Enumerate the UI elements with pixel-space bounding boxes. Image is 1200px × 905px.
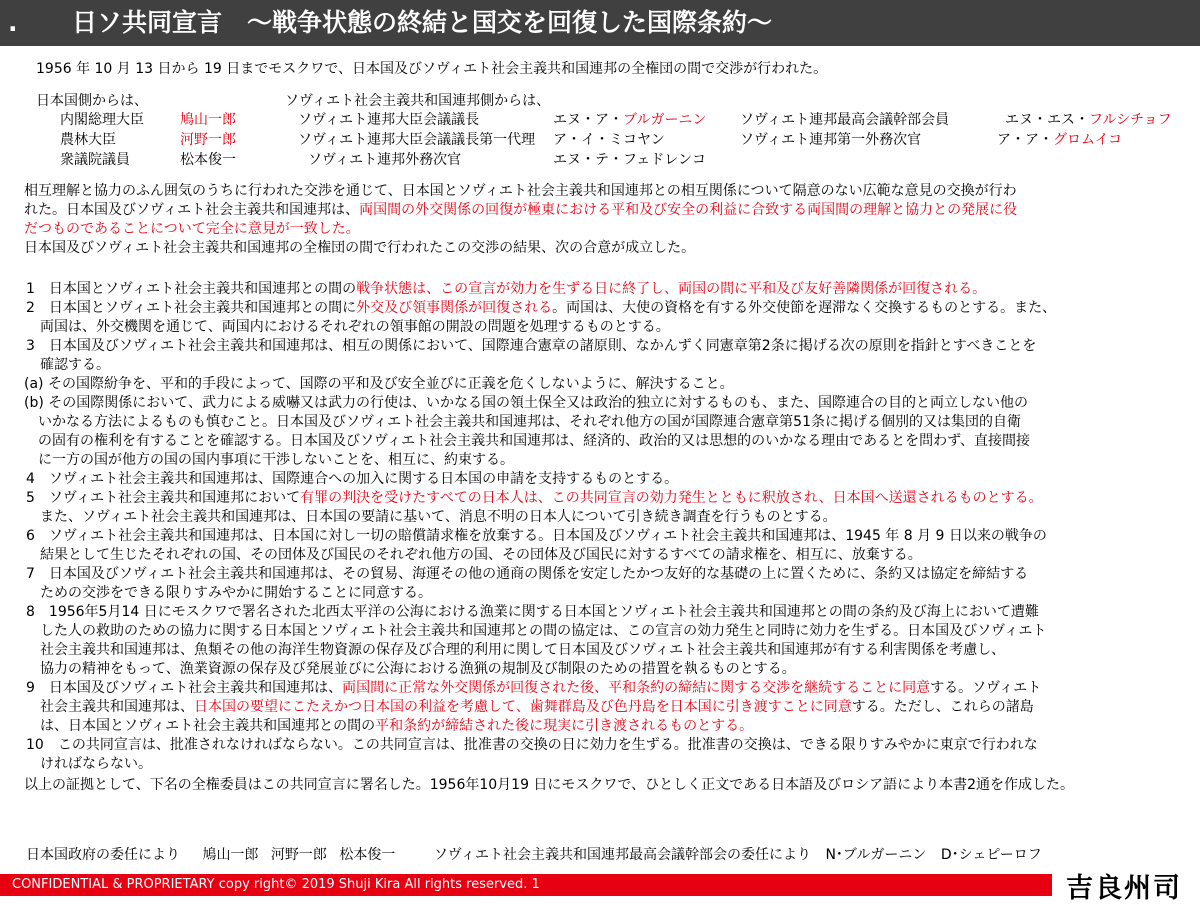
highlighted-text: 戦争状態は、この宣言が効力を生ずる日に終了し、両国の間に平和及び友好善隣関係が回復される。	[356, 281, 987, 297]
soviet-signer-1: N･ブルガーニン	[825, 847, 927, 863]
title-bullet: .	[8, 8, 18, 37]
body-text: 社会主義共和国連邦は、	[26, 699, 194, 715]
page-title: 日ソ共同宣言 ～戦争状態の終結と国交を回復した国際条約～	[72, 8, 773, 37]
soviet-role-5: ソヴィエト連邦第一外務次官	[740, 132, 922, 148]
body-line	[24, 451, 514, 469]
body-line	[26, 299, 1056, 317]
body-text: (a) その国際紛争を、平和的手段によって、国際の平和及び安全並びに正義を危くしないように、解決すること。	[24, 376, 734, 392]
body-line	[24, 375, 734, 393]
highlighted-text: 平和条約が締結された後に現実に引き渡されるものとする。	[375, 718, 754, 734]
japan-name-3: 松本俊一	[180, 152, 236, 168]
soviet-role-3: ソヴィエト連邦外務次官	[308, 152, 462, 168]
japan-signer-3: 松本俊一	[339, 847, 396, 863]
soviet-name-5: ア・ア・グロムイコ	[997, 132, 1123, 148]
soviet-role-2: ソヴィエト連邦大臣会議議長第一代理	[298, 132, 536, 148]
body-line	[24, 239, 695, 257]
body-text: 10 この共同宣言は、批准されなければならない。この共同宣言は、批准書の交換の日に効力を生ずる。批准書の交換は、できる限りすみやかに東京で行われな	[26, 737, 1038, 753]
body-line	[24, 220, 360, 238]
body-line	[26, 280, 986, 298]
body-line	[26, 717, 753, 735]
body-text: 日本国及びソヴィエト社会主義共和国連邦の全権団の間で行われたこの交渉の結果、次の合意が成立した。	[24, 240, 696, 256]
soviet-sign-label: ソヴィエト社会主義共和国連邦最高会議幹部会の委任により	[433, 847, 811, 863]
body-text: 7 日本国及びソヴィエト社会主義共和国連邦は、その貿易、海運その他の通商の関係を安定したかつ友好的な基礎の上に置くために、条約又は協定を締結する	[26, 566, 1029, 582]
body-text: 社会主義共和国連邦は、魚類その他の海洋生物資源の保存及び合理的利用に関して日本国及びソヴィエト社会主義共和国連邦が有する利害関係を考慮し、	[26, 642, 1006, 658]
body-line	[26, 508, 837, 526]
body-text: ければならない。	[26, 756, 152, 772]
body-text: 以上の証拠として、下名の全権委員はこの共同宣言に署名した。1956年10月19 日にモスクワで、ひとしく正文である日本語及びロシア語により本書2通を作成した。	[24, 777, 1075, 793]
body-text: 相互理解と協力のふん囲気のうちに行われた交渉を通じて、日本国とソヴィエト社会主義共和国連邦との相互関係について隔意のない広範な意見の交換が行わ	[24, 183, 1017, 199]
body-line	[26, 698, 1034, 716]
body-line	[24, 201, 1017, 219]
signature-line	[26, 846, 1042, 864]
body-text: 1 日本国とソヴィエト社会主義共和国連邦との間の	[26, 281, 357, 297]
copyright-text: CONFIDENTIAL & PROPRIETARY copy right© 2019 Shuji Kira All rights reserved. 1	[12, 877, 540, 892]
body-line	[26, 318, 670, 336]
highlighted-text: 外交及び領事関係が回復される	[356, 300, 553, 316]
body-text: ための交渉をできる限りすみやかに開始することに同意する。	[26, 585, 432, 601]
body-text: 協力の精神をもって、漁業資源の保存及び発展並びに公海における漁猟の規制及び制限のための措置を執るものとする。	[26, 661, 796, 677]
body-text: の固有の権利を有することを確認する。日本国及びソヴィエト社会主義共和国連邦は、経済的、政治的又は思想的のいかなる理由であるとを問わず、直接間接	[24, 433, 1031, 449]
body-text: 両国は、外交機関を通じて、両国内におけるそれぞれの領事館の開設の問題を処理するものとする。	[26, 319, 670, 335]
japan-role-2: 農林大臣	[60, 132, 116, 148]
body-text: (b) その国際関係において、武力による威嚇又は武力の行使は、いかなる国の領土保全又は政治的独立に対するものも、また、国際連合の目的と両立しない他の	[24, 395, 1028, 411]
japan-name-2: 河野一郎	[180, 132, 236, 148]
highlighted-text: 両国間に正常な外交関係が回復された後、平和条約の締結に関する交渉を継続することに同意	[342, 680, 931, 696]
body-line	[26, 755, 152, 773]
body-text: 5 ソヴィエト社会主義共和国連邦において	[26, 490, 301, 506]
body-line	[24, 182, 1017, 200]
body-line	[26, 660, 796, 678]
body-text: 結果として生じたそれぞれの国、その団体及び国民のそれぞれ他方の国、その団体及び国民に対するすべての請求権を、相互に、放棄する。	[26, 547, 922, 563]
body-text: 確認する。	[26, 357, 110, 373]
body-text: 。両国は、大使の資格を有する外交使節を遅滞なく交換するものとする。また、	[552, 300, 1057, 316]
body-text: する。ただし、これらの諸島	[851, 699, 1034, 715]
soviet-signer-2: D･シェピーロフ	[940, 847, 1042, 863]
soviet-name-3: エヌ・テ・フェドレンコ	[553, 152, 706, 168]
japan-role-1: 内閣総理大臣	[60, 112, 144, 128]
soviet-role-4: ソヴィエト連邦最高会議幹部会員	[740, 112, 950, 128]
highlighted-text: 有罪の判決を受けたすべての日本人は、この共同宣言の効力発生とともに釈放され、日本国へ送還されるものとする。	[300, 490, 1043, 506]
body-line	[26, 337, 1036, 355]
body-line	[26, 584, 432, 602]
soviet-role-1: ソヴィエト連邦大臣会議議長	[298, 112, 480, 128]
body-line	[26, 527, 1047, 545]
japan-sign-label: 日本国政府の委任により	[26, 847, 180, 863]
body-line	[26, 470, 678, 488]
body-line	[26, 489, 1043, 507]
body-text: いかなる方法によるものも慎むこと。日本国及びソヴィエト社会主義共和国連邦は、それぞれ他方の国が国際連合憲章第51条に掲げる個別的又は集団的自衛	[24, 414, 1021, 430]
japan-role-3: 衆議院議員	[60, 152, 130, 168]
title-bar	[0, 0, 1200, 46]
body-text: また、ソヴィエト社会主義共和国連邦は、日本国の要請に基いて、消息不明の日本人について引き続き調査を行うものとする。	[26, 509, 837, 525]
highlighted-text: 両国間の外交関係の回復が極東における平和及び安全の利益に合致する両国間の理解と協力との発展に役	[359, 202, 1018, 218]
body-line	[26, 736, 1038, 754]
highlighted-text: だつものであることについて完全に意見が一致した。	[24, 221, 360, 237]
body-line	[24, 413, 1021, 431]
soviet-name-2: ア・イ・ミコヤン	[553, 132, 665, 148]
body-text: に一方の国が他方の国の国内事項に干渉しないことを、相互に、約束する。	[24, 452, 514, 468]
body-line	[24, 394, 1028, 412]
body-text: した人の救助のための協力に関する日本国とソヴィエト社会主義共和国連邦との間の協定は、この宣言の効力発生と同時に効力を生ずる。日本国及びソヴィエト	[26, 623, 1047, 639]
soviet-name-4: エヌ・エス・フルシチョフ	[1005, 112, 1172, 128]
body-text: れた。日本国及びソヴィエト社会主義共和国連邦は、	[24, 202, 360, 218]
japan-heading: 日本国側からは、	[36, 93, 148, 109]
body-text: 6 ソヴィエト社会主義共和国連邦は、日本国に対し一切の賠償請求権を放棄する。日本国及びソヴィエト社会主義共和国連邦は、1945 年 8 月 9 日以来の戦争の	[26, 528, 1047, 544]
highlighted-text: 日本国の要望にこたえかつ日本国の利益を考慮して、歯舞群島及び色丹島を日本国に引き渡すことに同意	[194, 699, 852, 715]
body-line	[26, 641, 1005, 659]
body-line	[26, 603, 1039, 621]
body-line	[26, 679, 1041, 697]
japan-signer-1: 鳩山一郎	[202, 847, 259, 863]
body-text: は、日本国とソヴィエト社会主義共和国連邦との間の	[26, 718, 376, 734]
japan-signer-2: 河野一郎	[270, 847, 327, 863]
body-line	[24, 776, 1074, 794]
body-line	[26, 546, 922, 564]
japan-name-1: 鳩山一郎	[180, 112, 236, 128]
soviet-heading: ソヴィエト社会主義共和国連邦側からは、	[285, 93, 551, 109]
intro-text: 1956 年 10 月 13 日から 19 日までモスクワで、日本国及びソヴィエト社会主義共和国連邦の全権団の間で交渉が行われた。	[36, 61, 828, 77]
body-line	[26, 565, 1028, 583]
soviet-name-1: エヌ・ア・ブルガーニン	[553, 112, 707, 128]
body-line	[26, 622, 1046, 640]
body-text: する。ソヴィエト	[930, 680, 1042, 696]
footer-bar	[0, 874, 1052, 896]
author-logo: 吉良州司	[1066, 873, 1182, 904]
body-text: 2 日本国とソヴィエト社会主義共和国連邦との間に	[26, 300, 357, 316]
body-line	[24, 432, 1030, 450]
body-text: 3 日本国及びソヴィエト社会主義共和国連邦は、相互の関係において、国際連合憲章の諸原則、なかんずく同憲章第2条に掲げる次の原則を指針とすべきことを	[26, 338, 1037, 354]
body-line	[26, 356, 110, 374]
body-text: 4 ソヴィエト社会主義共和国連邦は、国際連合への加入に関する日本国の申請を支持するものとする。	[26, 471, 679, 487]
body-text: 9 日本国及びソヴィエト社会主義共和国連邦は、	[26, 680, 343, 696]
body-text: 8 1956年5月14 日にモスクワで署名された北西太平洋の公海における漁業に関する日本国とソヴィエト社会主義共和国連邦との間の条約及び海上において遭難	[26, 604, 1039, 620]
